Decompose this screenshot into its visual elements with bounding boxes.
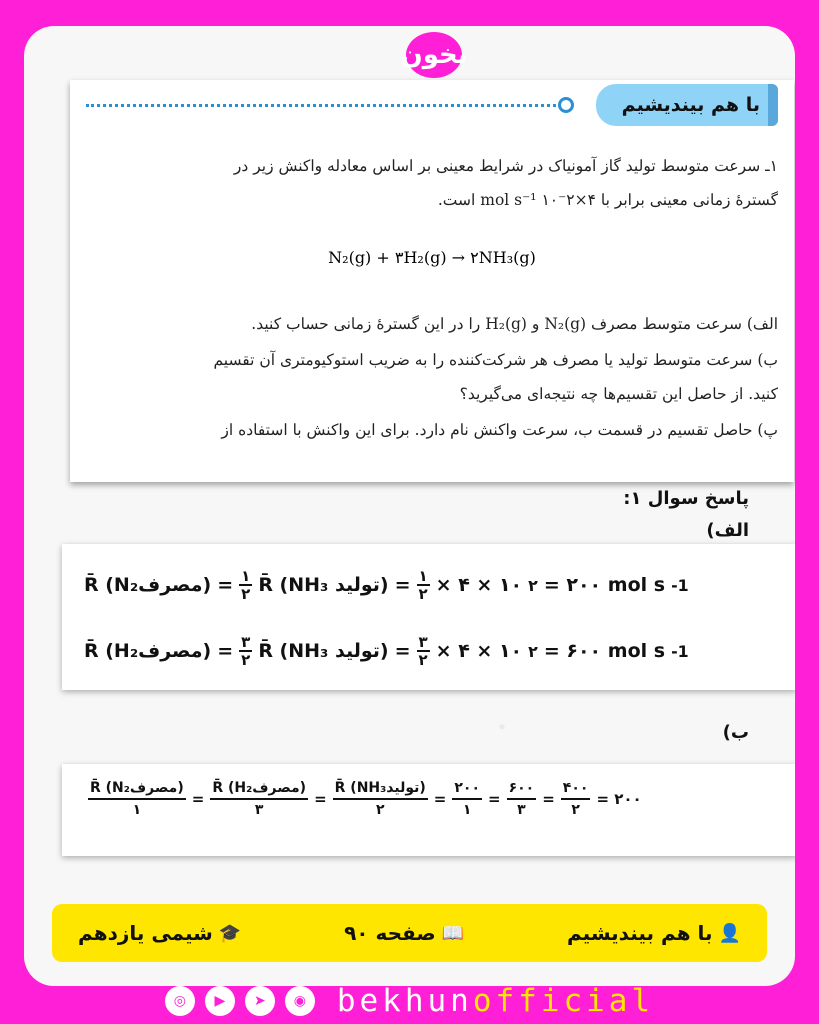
question-part-a: الف) سرعت متوسط مصرف N₂(g) و H₂(g) را در این گسترۀ زمانی حساب کنید. bbox=[251, 315, 778, 333]
telegram-icon[interactable]: ➤ bbox=[245, 986, 275, 1016]
open-book-icon: 📖 bbox=[441, 922, 465, 944]
fraction: $\frac{۶۰۰}{۳}$ bbox=[508, 780, 535, 818]
fraction: $\frac{\text{R̄ (N₂مصرف)}}{۱}$ bbox=[90, 780, 184, 818]
answer-part-a-label: الف) bbox=[706, 520, 749, 541]
content-card bbox=[24, 26, 795, 986]
brand-logo: بخون bbox=[406, 32, 462, 78]
rate-ratio-line: $\frac{\text{R̄ (N₂مصرف)}}{۱}$ = $\frac{\text{R̄ (H₂مصرف)}}{۳}$ = $\frac{\text{R̄ (NH₃تولید)}}{۲}$ = $\frac{۲۰۰}{۱}$ = $\frac{۶۰۰}{۳}$ = $\frac{۴۰۰}{۲}$ = ۲۰۰ bbox=[90, 780, 642, 818]
graduation-cap-icon: 🎓 bbox=[218, 922, 242, 944]
question-part-c: پ) حاصل تقسیم در قسمت ب، سرعت واکنش نام دارد. برای این واکنش با استفاده از bbox=[221, 421, 778, 439]
divider-ring bbox=[558, 97, 574, 113]
fraction: $\frac{۱}{۲}$ bbox=[241, 567, 251, 603]
textbook-excerpt bbox=[70, 80, 794, 482]
n2-rate-line: R̄ (N₂مصرف) = $\frac{۱}{۲}$ R̄ (NH₃ تولید) = $\frac{۱}{۲}$ × ۴ × ۱۰ ۲ = ۲۰۰ mol s -1 bbox=[84, 567, 689, 603]
film-reel-icon[interactable]: ◎ bbox=[165, 986, 195, 1016]
social-bar bbox=[0, 982, 819, 1020]
fraction: $\frac{۲۰۰}{۱}$ bbox=[454, 780, 480, 818]
section-tag: با هم بیندیشیم bbox=[596, 84, 778, 126]
brand-handle[interactable]: bekhunofficial bbox=[336, 983, 655, 1019]
question-part-b-1: ب) سرعت متوسط تولید یا مصرف هر شرکت‌کننده را به ضریب استوکیومتری آن تقسیم bbox=[213, 351, 778, 369]
answer-title: پاسخ سوال ۱: bbox=[623, 488, 749, 509]
dotted-divider bbox=[86, 104, 562, 107]
question-part-b-2: کنید. از حاصل این تقسیم‌ها چه نتیجه‌ای می‌گیرید؟ bbox=[459, 385, 778, 403]
answer-part-b-label: ب) bbox=[722, 722, 749, 743]
subject-label: 🎓 شیمی یازدهم bbox=[78, 921, 242, 945]
answer-b-box bbox=[62, 764, 795, 856]
student-icon: 👤 bbox=[718, 922, 741, 944]
fraction: $\frac{\text{R̄ (H₂مصرف)}}{۳}$ bbox=[212, 780, 307, 818]
fraction: $\frac{\text{R̄ (NH₃تولید)}}{۲}$ bbox=[334, 780, 426, 818]
answer-a-box bbox=[62, 544, 795, 690]
youtube-icon[interactable]: ▶ bbox=[205, 986, 235, 1016]
h2-rate-line: R̄ (H₂مصرف) = $\frac{۳}{۲}$ R̄ (NH₃ تولید) = $\frac{۳}{۲}$ × ۴ × ۱۰ ۲ = ۶۰۰ mol s -1 bbox=[84, 633, 689, 669]
fraction: $\frac{۴۰۰}{۲}$ bbox=[562, 780, 589, 818]
fraction: $\frac{۳}{۲}$ bbox=[241, 633, 251, 669]
book-label: 👤 با هم بیندیشیم bbox=[566, 921, 741, 945]
page-label: 📖 صفحه ۹۰ bbox=[344, 921, 465, 945]
fraction: $\frac{۱}{۲}$ bbox=[418, 567, 428, 603]
fraction: $\frac{۳}{۲}$ bbox=[418, 633, 428, 669]
footer-info-bar bbox=[52, 904, 767, 962]
reaction-equation: N₂(g) + ۳H₂(g) → ۲NH₃(g) bbox=[328, 248, 536, 267]
question-line-1: ۱ـ سرعت متوسط تولید گاز آمونیاک در شرایط معینی بر اساس معادله واکنش زیر در bbox=[233, 157, 778, 175]
question-line-2: گسترۀ زمانی معینی برابر با mol s⁻¹ ۱۰⁻۲×۴ است. bbox=[437, 191, 778, 209]
instagram-icon[interactable]: ◉ bbox=[285, 986, 315, 1016]
